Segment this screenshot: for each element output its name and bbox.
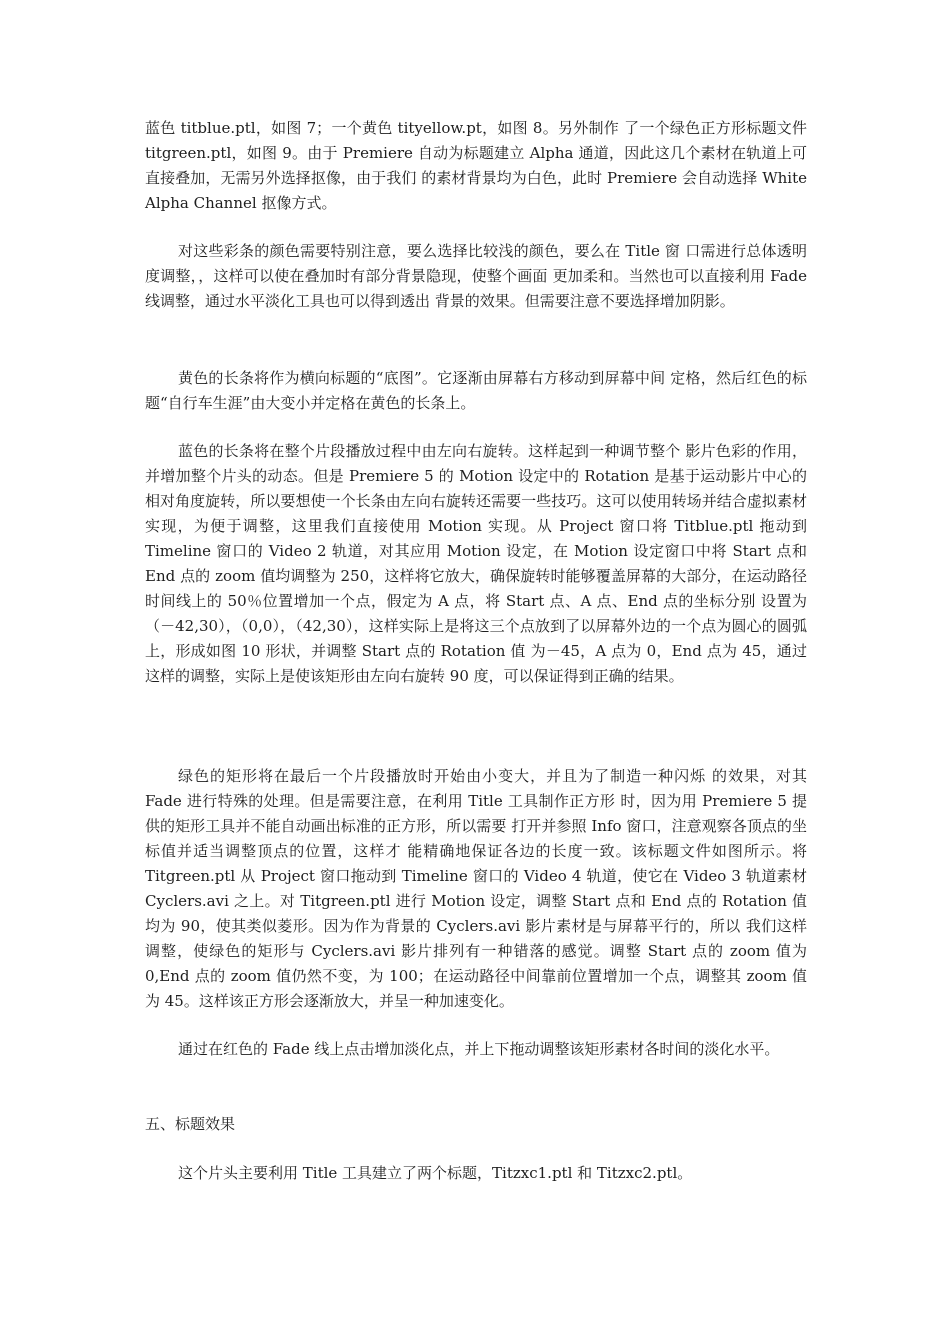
section-heading: 五、标题效果 — [145, 1115, 236, 1133]
body-paragraph: 绿色的矩形将在最后一个片段播放时开始由小变大，并且为了制造一种闪烁 的效果，对其 Fade 进行特殊的处理。但是需要注意，在利用 Title 工具制作正方形 时，因为用 Premiere 5 提供的矩形工具并不能自动画出标准的正方形，所以需要 打开并参照 Info 窗口，注意观察各顶点的坐标值并适当调整顶点的位置，这样才 能精确地保证各边的长度一致。该标题文件如图所示。将 Titgreen.ptl 从 Project 窗口拖动到 Timeline 窗口的 Video 4 轨道，使它在 Video 3 轨道素材 Cyclers.avi 之上。对 Titgreen.ptl 进行 Motion 设定，调整 Start 点和 End 点的 Rotation 值均为 90，使其类似菱形。因为作为背景的 Cyclers.avi 影片素材是与屏幕平行的，所以 我们这样调整，使绿色的矩形与 Cyclers.avi 影片排列有一种错落的感觉。调整 Start 点的 zoom 值为 0,End 点的 zoom 值仍然不变，为 100；在运动路径中间靠前位置增加一个点，调整其 zoom 值为 45。这样该正方形会逐渐放大，并呈一种加速变化。 — [145, 767, 807, 1010]
body-paragraph: 这个片头主要利用 Title 工具建立了两个标题，Titzxc1.ptl 和 Titzxc2.ptl。 — [178, 1164, 693, 1182]
body-paragraph: 通过在红色的 Fade 线上点击增加淡化点，并上下拖动调整该矩形素材各时间的淡化水平。 — [178, 1040, 780, 1058]
body-paragraph: 黄色的长条将作为横向标题的“底图”。它逐渐由屏幕右方移动到屏幕中间 定格，然后红色的标题“自行车生涯”由大变小并定格在黄色的长条上。 — [145, 369, 807, 412]
body-paragraph: 蓝色的长条将在整个片段播放过程中由左向右旋转。这样起到一种调节整个 影片色彩的作用，并增加整个片头的动态。但是 Premiere 5 的 Motion 设定中的 Rotation 是基于运动影片中心的相对角度旋转，所以要想使一个长条由左向右旋转还需要一些技巧。这可以使用转场并结合虚拟素材实现，为便于调整，这里我们直接使用 Motion 实现。从 Project 窗口将 Titblue.ptl 拖动到 Timeline 窗口的 Video 2 轨道，对其应用 Motion 设定，在 Motion 设定窗口中将 Start 点和 End 点的 zoom 值均调整为 250，这样将它放大，确保旋转时能够覆盖屏幕的大部分，在运动路径时间线上的 50％位置增加一个点，假定为 A 点，将 Start 点、A 点、End 点的坐标分别 设置为（－42,30），（0,0），（42,30），这样实际上是将这三个点放到了以屏幕外边的一个点为圆心的圆弧上，形成如图 10 形状，并调整 Start 点的 Rotation 值 为－45，A 点为 0，End 点为 45，通过这样的调整，实际上是使该矩形由左向右旋转 90 度，可以保证得到正确的结果。 — [145, 442, 807, 685]
body-paragraph: 蓝色 titblue.ptl，如图 7；一个黄色 tityellow.pt，如图 8。另外制作 了一个绿色正方形标题文件 titgreen.ptl，如图 9。由于 Premiere 自动为标题建立 Alpha 通道，因此这几个素材在轨道上可直接叠加，无需另外选择抠像，由于我们 的素材背景均为白色，此时 Premiere 会自动选择 White Alpha Channel 抠像方式。 — [145, 119, 807, 212]
body-paragraph: 对这些彩条的颜色需要特别注意，要么选择比较浅的颜色，要么在 Title 窗 口需进行总体透明度调整，，这样可以使在叠加时有部分背景隐现，使整个画面 更加柔和。当然也可以直接利用 Fade 线调整，通过水平淡化工具也可以得到透出 背景的效果。但需要注意不要选择增加阴影。 — [145, 242, 807, 310]
